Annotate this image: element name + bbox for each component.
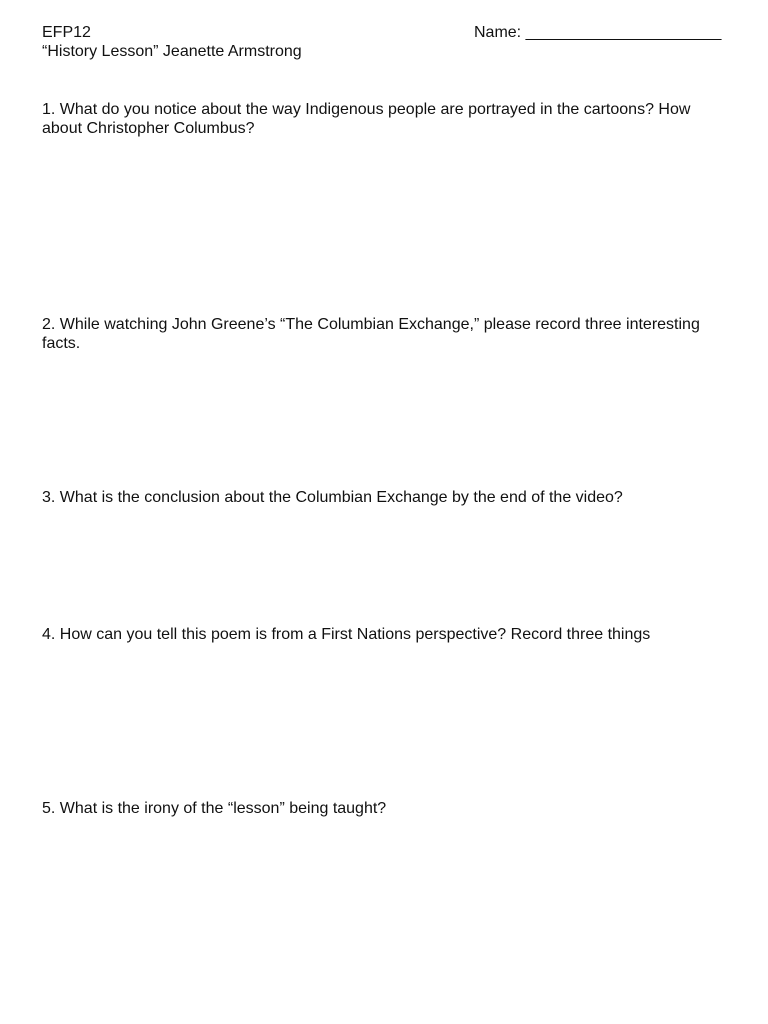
name-field: Name: ______________________: [474, 24, 722, 41]
course-code: EFP12: [42, 24, 91, 41]
question-3: 3. What is the conclusion about the Columbian Exchange by the end of the video?: [42, 489, 623, 506]
question-2: 2. While watching John Greene’s “The Columbian Exchange,” please record three interesting facts.: [42, 316, 700, 352]
question-5: 5. What is the irony of the “lesson” being taught?: [42, 800, 387, 817]
question-4: 4. How can you tell this poem is from a First Nations perspective? Record three things: [42, 626, 651, 643]
question-1: 1. What do you notice about the way Indigenous people are portrayed in the cartoons? How about Christopher Columbus?: [42, 101, 691, 137]
assignment-title: “History Lesson” Jeanette Armstrong: [42, 43, 302, 60]
